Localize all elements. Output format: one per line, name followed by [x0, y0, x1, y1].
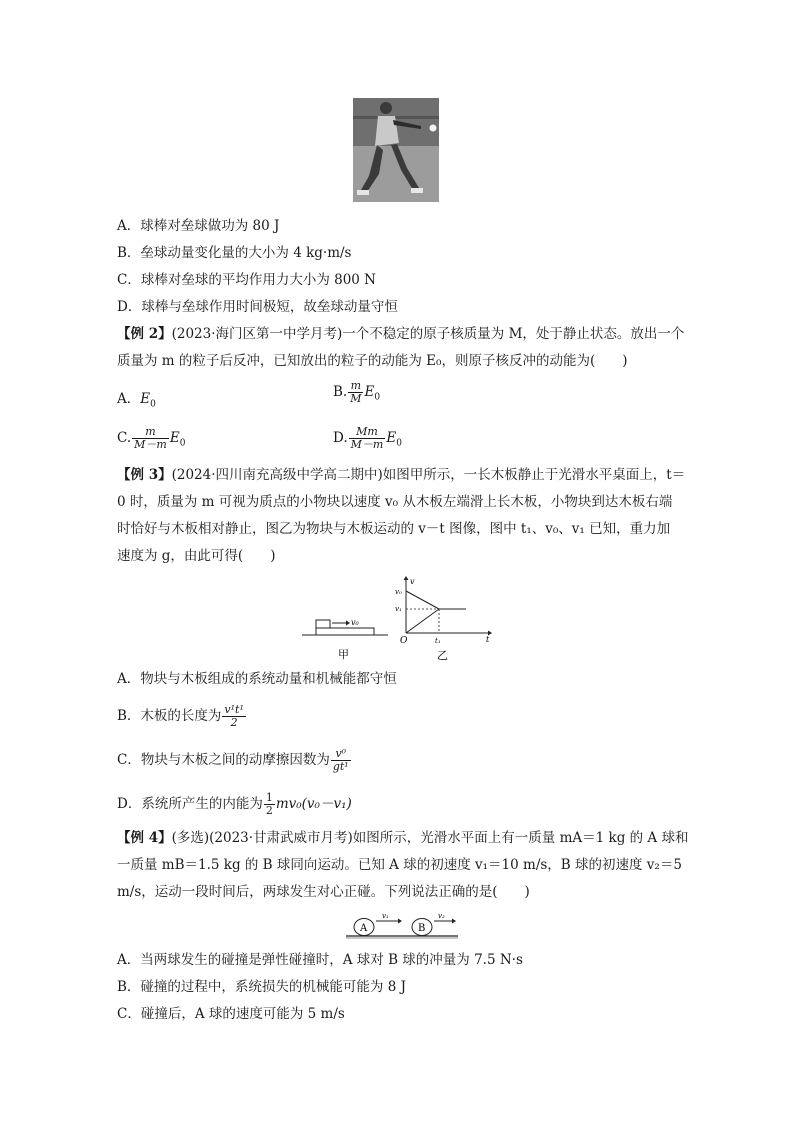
- ball-a: A: [360, 923, 368, 934]
- ex2-option-d: D. $\frac{Mm}{M-m}$ $E_0$: [333, 425, 402, 451]
- svg-text:v₀: v₀: [395, 588, 402, 596]
- ex4-option-a: A．当两球发生的碰撞是弹性碰撞时，A 球对 B 球的冲量为 7.5 N·s: [117, 952, 523, 968]
- svg-text:v₁: v₁: [382, 912, 389, 920]
- ex4-option-c: C．碰撞后，A 球的速度可能为 5 m/s: [117, 1006, 345, 1022]
- ball-b: B: [418, 923, 426, 934]
- ex4-stem-line1: 【例 4】(多选)(2023·甘肃武威市月考)如图所示，光滑水平面上有一质量 mA＝1 kg 的 A 球和: [117, 830, 689, 846]
- ex3-option-a: A．物块与木板组成的系统动量和机械能都守恒: [117, 671, 397, 687]
- ex3-tag: 【例 3】: [117, 467, 172, 483]
- figure-yi-vt-graph: [394, 575, 494, 665]
- ex3-option-d: D．系统所产生的内能为 $\frac{1}{2}$ mv₀(v₀－v₁): [117, 791, 352, 817]
- svg-text:v₀: v₀: [351, 618, 359, 627]
- figure-jia-block-board: [300, 610, 390, 662]
- q1-option-a: A．球棒对垒球做功为 80 J: [117, 218, 280, 234]
- ex4-tag: 【例 4】: [117, 830, 172, 846]
- svg-text:O: O: [400, 636, 408, 646]
- svg-text:t₁: t₁: [435, 637, 441, 645]
- ex4-option-b: B．碰撞的过程中，系统损失的机械能可能为 8 J: [117, 979, 407, 995]
- svg-text:v₁: v₁: [395, 605, 402, 613]
- q1-option-d: D．球棒与垒球作用时间极短，故垒球动量守恒: [117, 299, 398, 315]
- svg-text:v₂: v₂: [438, 912, 445, 920]
- ex3-stem-line2: 0 时，质量为 m 可视为质点的小物块以速度 v₀ 从木板左端滑上长木板，小物块到达木板右端: [117, 494, 673, 510]
- figure-two-balls: [342, 910, 462, 942]
- ex2-stem-line1: 【例 2】(2023·海门区第一中学月考)一个不稳定的原子核质量为 M，处于静止状态。放出一个: [117, 326, 685, 342]
- q1-option-b: B．垒球动量变化量的大小为 4 kg·m/s: [117, 245, 352, 261]
- ex3-stem-line3: 时恰好与木板相对静止，图乙为物块与木板运动的 v－t 图像，图中 t₁、v₀、v₁ 已知，重力加: [117, 521, 671, 537]
- figure-yi-label: 乙: [437, 649, 448, 662]
- ex3-stem-line4: 速度为 g，由此可得( ): [117, 548, 276, 564]
- ex2-tag: 【例 2】: [117, 326, 172, 342]
- ex2-option-a: A．$E_0$: [117, 391, 156, 410]
- q1-option-c: C．球棒对垒球的平均作用力大小为 800 N: [117, 272, 376, 288]
- ex2-option-b: B. $\frac{m}{M}$ $E_0$: [333, 379, 381, 405]
- ex3-stem-line1: 【例 3】(2024·四川南充高级中学高二期中)如图甲所示，一长木板静止于光滑水平桌面上，t＝: [117, 467, 686, 483]
- ex3-option-c: C．物块与木板之间的动摩擦因数为 $\frac{\text{v⁰}}{\text{gt¹}}$: [117, 747, 349, 773]
- ex4-stem-line3: m/s，运动一段时间后，两球发生对心正碰。下列说法正确的是( ): [117, 884, 530, 900]
- svg-text:v: v: [410, 577, 415, 586]
- svg-text:t: t: [486, 635, 490, 644]
- ex2-option-c: C. $\frac{m}{M-m}$ $E_0$: [117, 425, 186, 451]
- figure-jia-label: 甲: [338, 648, 349, 661]
- ex2-stem-line2: 质量为 m 的粒子后反冲，已知放出的粒子的动能为 E₀，则原子核反冲的动能为( ): [117, 353, 628, 369]
- baseball-player-photo: [353, 98, 439, 202]
- ex4-stem-line2: 一质量 mB＝1.5 kg 的 B 球同向运动。已知 A 球的初速度 v₁＝10 m/s，B 球的初速度 v₂＝5: [117, 857, 682, 873]
- ex3-option-b: B．木板的长度为 $\frac{\text{v¹t¹}}{2}$: [117, 703, 244, 729]
